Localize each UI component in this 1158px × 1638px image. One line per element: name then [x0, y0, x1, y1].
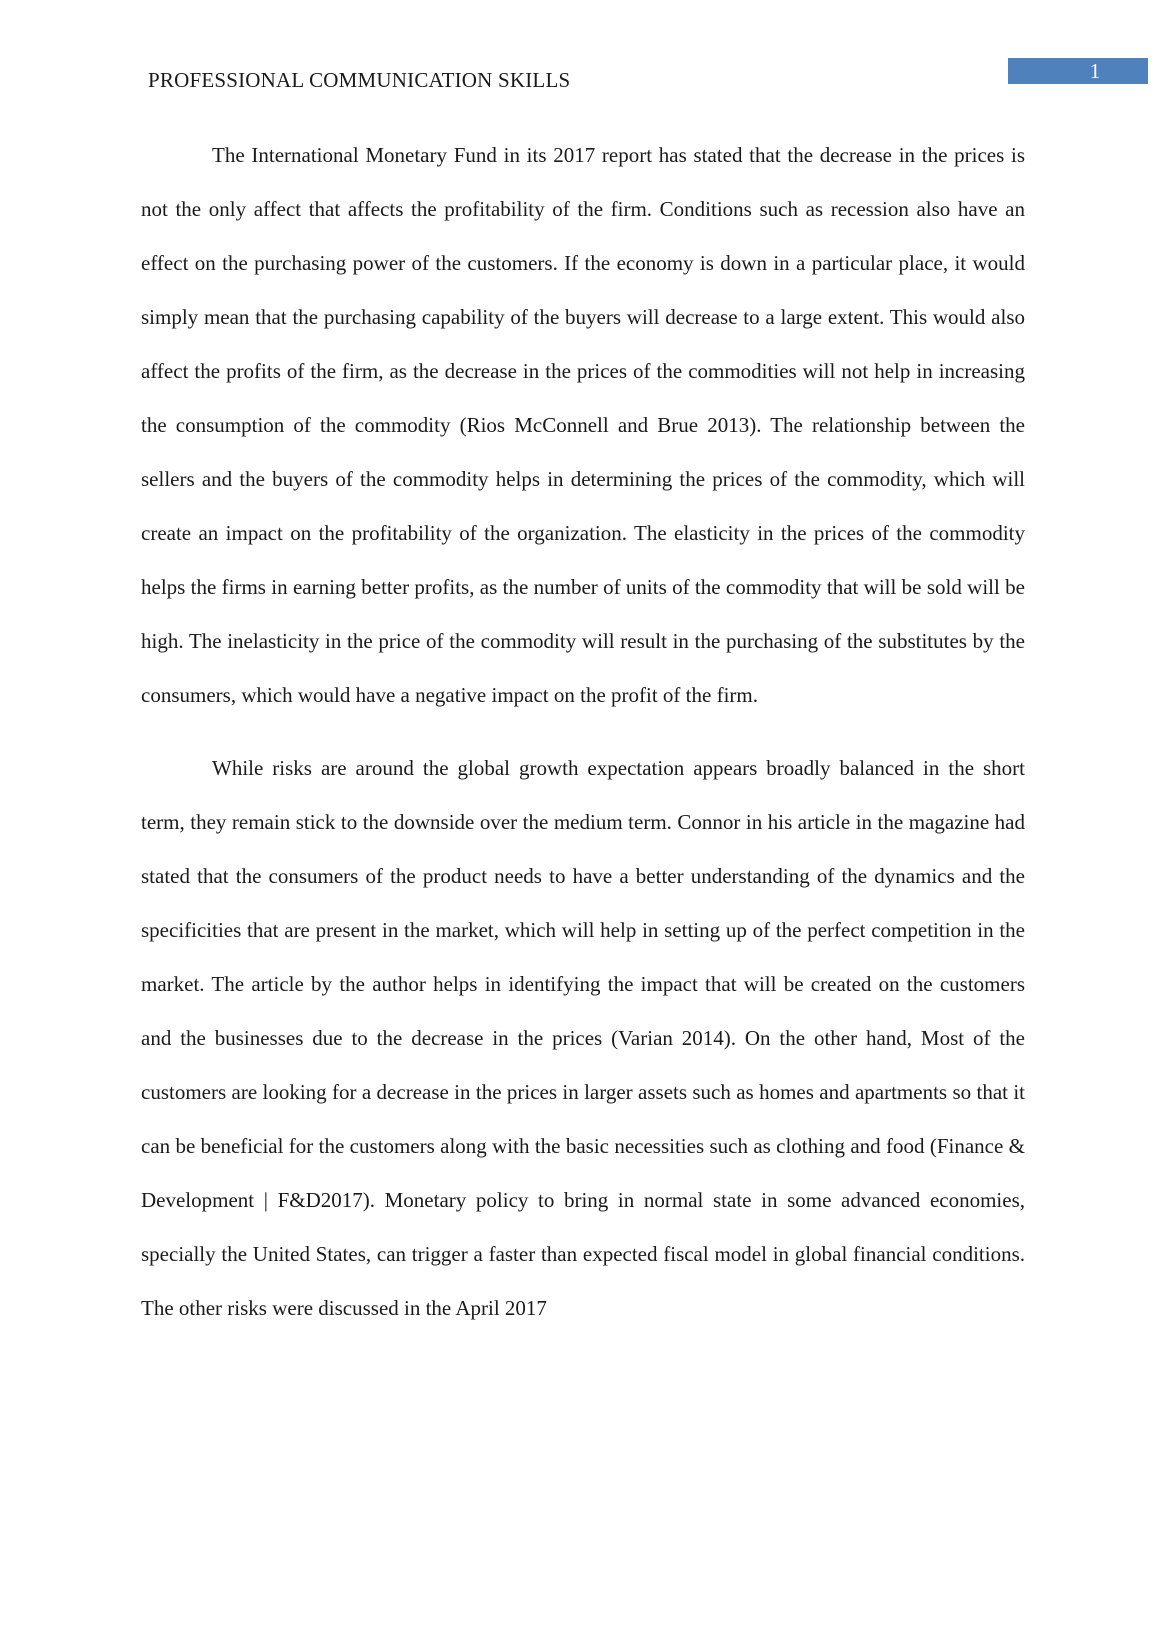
body-text: [141, 128, 1025, 1335]
paragraph: While risks are around the global growth expectation appears broadly balanced in the short term, they remain stick to the downside over the medium term. Connor in his article in the magazine had stated that the consumers of the product needs to have a better understanding of the dynamics and the specificities that are present in the market, which will help in setting up of the perfect competition in the market. The article by the author helps in identifying the impact that will be created on the customers and the businesses due to the decrease in the prices (Varian 2014). On the other hand, Most of the customers are looking for a decrease in the prices in larger assets such as homes and apartments so that it can be beneficial for the customers along with the basic necessities such as clothing and food (Finance & Development | F&D2017). Monetary policy to bring in normal state in some advanced economies, specially the United States, can trigger a faster than expected fiscal model in global financial conditions. The other risks were discussed in the April 2017: [141, 756, 1025, 1320]
paragraph: The International Monetary Fund in its 2017 report has stated that the decrease in the prices is not the only affect that affects the profitability of the firm. Conditions such as recession also have an effect on the purchasing power of the customers. If the economy is down in a particular place, it would simply mean that the purchasing capability of the buyers will decrease to a large extent. This would also affect the profits of the firm, as the decrease in the prices of the commodities will not help in increasing the consumption of the commodity (Rios McConnell and Brue 2013). The relationship between the sellers and the buyers of the commodity helps in determining the prices of the commodity, which will create an impact on the profitability of the organization. The elasticity in the prices of the commodity helps the firms in earning better profits, as the number of units of the commodity that will be sold will be high. The inelasticity in the price of the commodity will result in the purchasing of the substitutes by the consumers, which would have a negative impact on the profit of the firm.: [141, 143, 1025, 707]
page-number: 1: [1008, 58, 1148, 84]
running-head: PROFESSIONAL COMMUNICATION SKILLS: [148, 68, 571, 92]
